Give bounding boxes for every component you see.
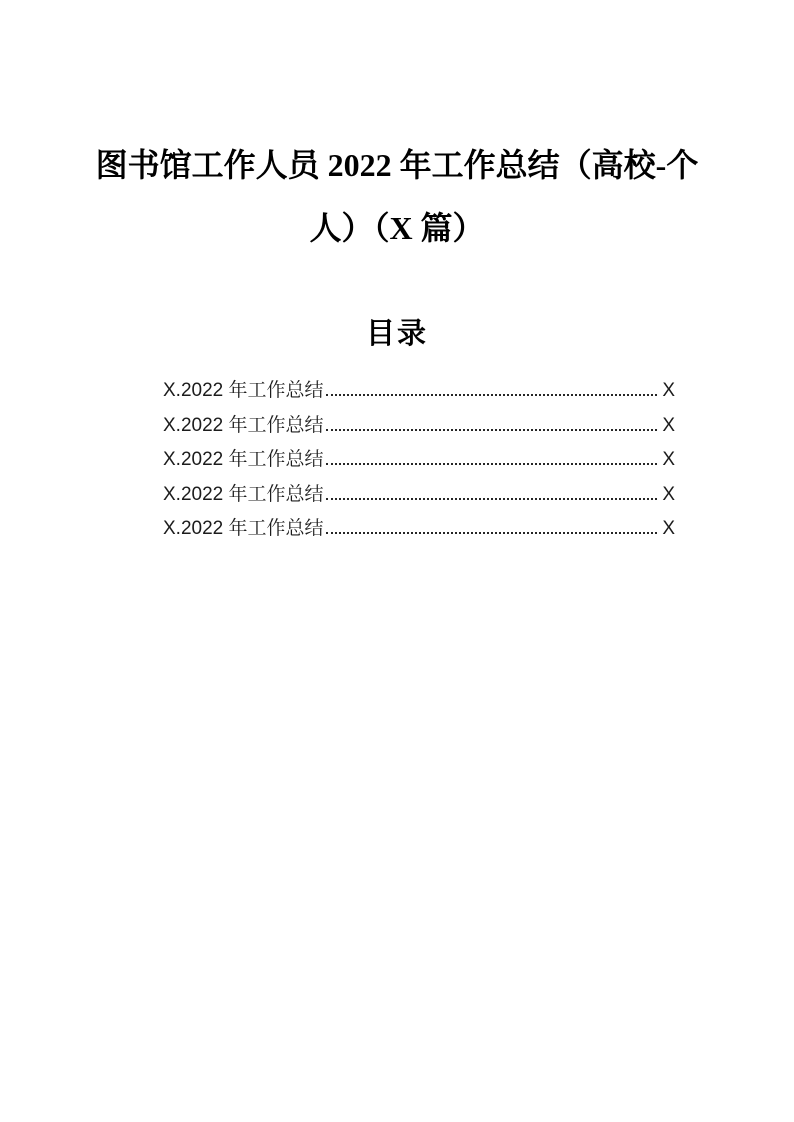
toc-entry-page-number: X [662, 449, 675, 470]
dot-leader [326, 532, 658, 534]
toc-entry[interactable] [163, 410, 675, 445]
toc-entry[interactable] [163, 444, 675, 479]
toc-entry-label: X.2022 年工作总结 [163, 414, 324, 436]
toc-entry-page-number: X [662, 414, 675, 436]
toc-entry-label: X.2022 年工作总结 [163, 483, 324, 505]
document-title [0, 134, 794, 260]
toc-entry[interactable] [163, 479, 675, 514]
toc-list [163, 375, 675, 548]
toc-entry[interactable] [163, 513, 675, 548]
document-title-line-2: 人）（X 篇） [309, 210, 485, 246]
toc-entry-page-number: X [662, 518, 675, 539]
dot-leader [326, 429, 658, 431]
toc-entry-label: X.2022 年工作总结 [163, 518, 324, 539]
document-title-line-1: 图书馆工作人员 2022 年工作总结（高校-个 [95, 147, 699, 183]
toc-entry-label: X.2022 年工作总结 [163, 380, 324, 401]
dot-leader [326, 498, 658, 500]
toc-entry[interactable] [163, 375, 675, 410]
dot-leader [326, 463, 658, 465]
toc-entry-label: X.2022 年工作总结 [163, 449, 324, 470]
dot-leader [326, 394, 658, 396]
toc-entry-page-number: X [662, 380, 675, 401]
toc-heading: 目录 [365, 318, 428, 350]
toc-entry-page-number: X [662, 483, 675, 505]
